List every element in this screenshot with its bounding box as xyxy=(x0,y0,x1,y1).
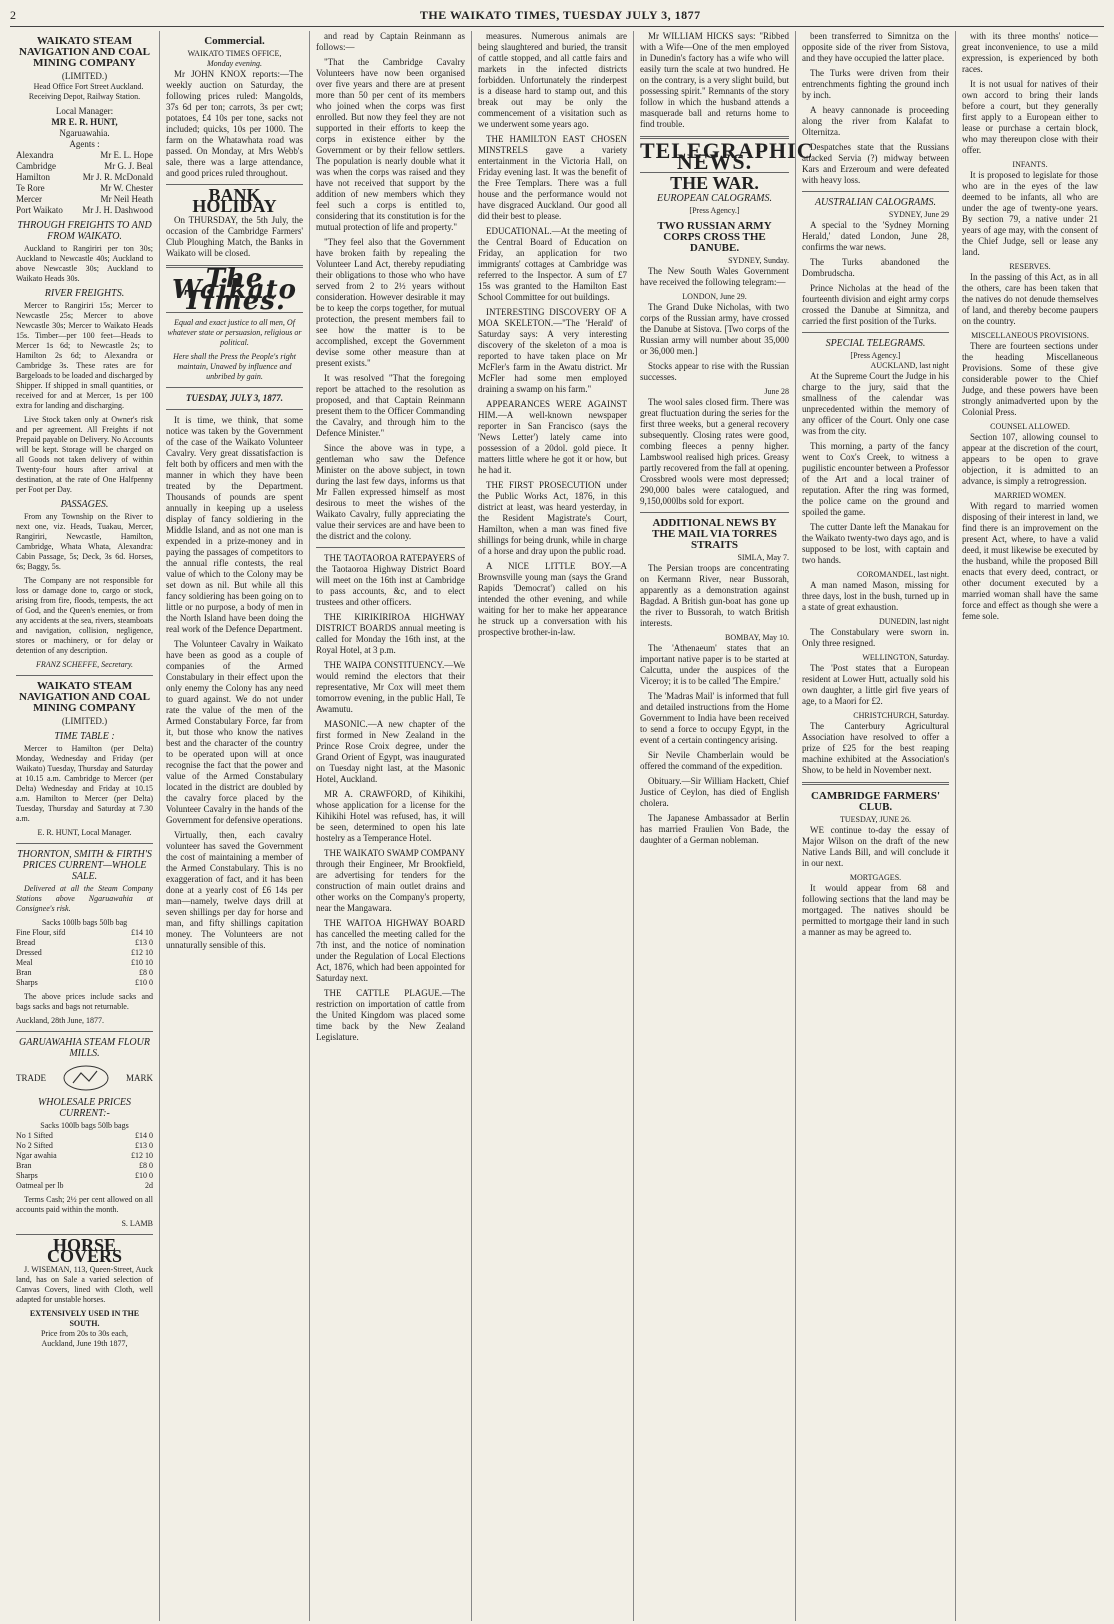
dateline-simla: SIMLA, May 7. xyxy=(737,553,789,562)
agents-list xyxy=(16,150,153,216)
australian-paragraph: A special to the 'Sydney Morning Herald,' dated London, June 28, confirms the war news. xyxy=(802,220,949,252)
horse-covers-extensive: EXTENSIVELY USED IN THE SOUTH. xyxy=(29,1309,140,1328)
prices-intro: Delivered at all the Steam Company Stations above Ngaruawahia at Consignee's risk. xyxy=(16,884,153,913)
agent-row: Cambridge Mr G. J. Beal xyxy=(16,161,153,171)
horse-covers-title: HORSE COVERS xyxy=(46,1235,122,1266)
australian-paragraph: The Turks abandoned the Dombrudscha. xyxy=(802,257,949,278)
news-item: THE TAOTAOROA RATEPAYERS of the Taotaoroa Highway District Board will meet on the 16th inst at Cambridge to pass accounts, &c, and to elect trustees and other officers. xyxy=(316,553,465,607)
essay-paragraph: Section 107, allowing counsel to appear at the discretion of the court, appears to be open to grave objection, it is admitted to an advance, is simply a retrogression. xyxy=(962,432,1098,486)
column-6 xyxy=(796,31,956,1621)
essay-subheading: MISCELLANEOUS PROVISIONS. xyxy=(971,331,1089,340)
wholesale-row: No 2 Sifted £13 0 xyxy=(16,1141,153,1150)
news-item: MR A. CRAWFORD, of Kihikihi, whose application for a license for the Kihikihi Hotel was refused, has, it will be seen, determined to open his late hostelry as a Temperance Hotel. xyxy=(316,789,465,843)
prices-list xyxy=(16,928,153,988)
letter-paragraph: "That the Cambridge Cavalry Volunteers have now been organised over five years and there are at present more than 50 per cent of its members who joined when the corps was first enrolled. But now they feel they are not supported in their efforts to keep the corps in existence either by the Government or by their fellow settlers. The population is nearly double what it was when the corps was raised and they have not received that support by the addition of new members which they feel such a corps is entitled to, considering that its constitution is for the mutual protection of life and property." xyxy=(316,57,465,232)
mills-title: GARUAWAHIA STEAM FLOUR MILLS. xyxy=(19,1037,150,1059)
news-item: A NICE LITTLE BOY.—A Brownsville young man (says the Grand Rapids 'Democrat') called on his intended the other evening, and while waiting for her to make her appearance he struck up a conversation with his prospective brother-in-law. xyxy=(478,561,627,637)
essay-subheading: RESERVES. xyxy=(1009,262,1051,271)
news-item: measures. Numerous animals are being slaughtered and buried, the transit of cattle stopped, and all cattle fairs and markets in the infected districts forbidden. Unfortunately the rinderpest is a disease hard to stamp out, and this break out may be only the commencement of a visitation such as we underwent some years ago. xyxy=(478,31,627,129)
news-item: EDUCATIONAL.—At the meeting of the Central Board of Education on Friday, an application for two immigrants' cottages at Cambridge was referred to the Inspector. A sum of £7 15s was granted to the Hamilton East School Committee for out buildings. xyxy=(478,226,627,302)
column-2 xyxy=(160,31,310,1621)
war-paragraph: The wool sales closed firm. There was great fluctuation during the series for the first three weeks, but a general recovery subsequently. Closing rates were good, combing fleeces a penny higher. Lambswool realised high prices. Greasy partly recovered from the fall at opening. Crossbred wools were most depressed; 290,000 bales were catalogued, and 9,150,000lbs sold for export. xyxy=(640,397,789,506)
dateline: DUNEDIN, last night xyxy=(879,617,949,626)
river-freights-body: Mercer to Rangiriri 15s; Mercer to Newcastle 25s; Mercer to above Newcastle 30s; Mercer to Waikato Heads 15s. Timber—per 100 feet—Heads to Mercer 1s 6d; to Newcastle 2s; to Hamilton 2s 6d; to Alexandra or Cambridge 3s. These rates are for Bargeloads to be loaded and discharged by Shipper. If shipped in small quantities, or received for and at Mercer, 1s per 100 extra for landing and discharging. xyxy=(16,301,153,410)
news-item: INTERESTING DISCOVERY OF A MOA SKELETON.—"The 'Herald' of Saturday says: A very interesting discovery of the skeleton of a moa is reported to have taken place on Mr McFler's farm in the Awatu district. Mr McFler had some men employed draining a swamp on his farm." xyxy=(478,307,627,394)
freights-body: Auckland to Rangiriri per ton 30s; Auckland to Newcastle 40s; Auckland to above Newcastle 30s; Auckland to Waikato Heads 30s. xyxy=(16,244,153,283)
essay-paragraph: It is proposed to legislate for those who are in the eyes of the law deemed to be infants, all who are under the age of twenty-one years. By section 79, a native under 21 years of age may, with the consent of the Chief Judge, sell or lease any land. xyxy=(962,170,1098,257)
commercial-body: Mr JOHN KNOX reports:—The weekly auction on Saturday, the following prices ruled: Mangolds, 37s 6d per ton; carrots, 3s per cwt; potatoes, £4 10s per tone, sacks not included; quicks, 10s per 1000. The farm on the Whatawhata road was passed. On Monday, at Mrs Webb's sale, there was a large attendance, and good prices ruled throughout. xyxy=(166,69,303,178)
passages-body: From any Township on the River to next one, viz. Heads, Tuakau, Mercer, Rangiriri, Newcastle, Hamilton, Cambridge, Whata Whata, Alexandra: Cabin Passage, 5s; Deck, 3s 6d. Horses, 6s; Baggy, 5s. xyxy=(16,512,153,571)
letter-paragraph: "They feel also that the Government have broken faith by repealing the Volunteer Land Act, thereby repudiating their obligations to those who who have served from 2 to 2½ years without consideration. However desirable it may be to keep the corps together, for mutual protection, the present members fail to see how the matter is to be accomplished, except the Government devise some other measure than at present exists." xyxy=(316,237,465,368)
war-paragraph: A heavy cannonade is proceeding along the river from Kalafat to Olternitza. xyxy=(802,105,949,137)
special-paragraph: At the Supreme Court the Judge in his charge to the jury, said that the smallness of the calendar was unprecedented within the memory of any officer of the Court. Only one case was from the city. xyxy=(802,371,949,436)
dateline: BOMBAY, May 10. xyxy=(724,633,789,642)
news-item: THE WAIPA CONSTITUENCY.—We would remind the electors that their representative, Mr Cox will meet them tomorrow evening, in the public Hall, Te Awamutu. xyxy=(316,660,465,714)
special-paragraph: The Canterbury Agricultural Association have resolved to offer a prize of £25 for the best reaping machine exhibited at the Association's Show, to be held in November next. xyxy=(802,721,949,775)
manager-label: Local Manager: xyxy=(55,106,114,116)
additional-paragraph: The 'Athenaeum' states that an important native paper is to be started at Calcutta, under the auspices of the Viceroy; it is to be called 'The Empire.' xyxy=(640,643,789,686)
news-item: THE CATTLE PLAGUE.—The restriction on importation of cattle from the United Kingdom was placed some time back by the New Zealand Legislature. xyxy=(316,988,465,1042)
special-paragraph: The 'Post states that a European resident at Lower Hutt, actually sold his own daughter, a little girl five years of age, to a Maori for £2. xyxy=(802,663,949,706)
cfc-date: TUESDAY, JUNE 26. xyxy=(839,815,912,824)
price-row: Bread £13 0 xyxy=(16,938,153,947)
war-title: THE WAR. xyxy=(670,173,759,193)
wholesale-list xyxy=(16,1131,153,1191)
cambridge-farmers-club-title: CAMBRIDGE FARMERS' CLUB. xyxy=(810,790,941,813)
letter-intro: and read by Captain Reinmann as follows:— xyxy=(316,31,465,52)
dateline: CHRISTCHURCH, Saturday. xyxy=(853,711,949,720)
secretary-signature: FRANZ SCHEFFE, Secretary. xyxy=(35,660,134,669)
column-3 xyxy=(310,31,472,1621)
dateline: WELLINGTON, Saturday. xyxy=(862,653,949,662)
price-row: Sharps £10 0 xyxy=(16,978,153,987)
agent-row: Mercer Mr Neil Heath xyxy=(16,194,153,204)
wholesale-row: Bran £8 0 xyxy=(16,1161,153,1170)
additional-news-title: ADDITIONAL NEWS BY THE MAIL VIA TORRES STRAITS xyxy=(651,517,778,551)
essay-subheading: INFANTS. xyxy=(1012,160,1048,169)
river-freights-title: RIVER FREIGHTS. xyxy=(44,288,125,299)
commercial-date: Monday evening. xyxy=(206,59,263,68)
company-2-name: WAIKATO STEAM NAVIGATION AND COAL MINING COMPANY xyxy=(18,680,150,714)
australian-paragraph: Prince Nicholas at the head of the fourteenth division and eight army corps crossed the Danube at Simnitza, and carried the first position of the Turks. xyxy=(802,283,949,326)
passages-title: PASSAGES. xyxy=(60,499,109,510)
wholesale-title: WHOLESALE PRICES CURRENT:- xyxy=(37,1097,132,1119)
war-paragraph: The Turks were driven from their entrenchments fighting the ground inch by inch. xyxy=(802,68,949,100)
cfc-subheading: MORTGAGES. xyxy=(849,873,902,882)
australian-calograms-title: AUSTRALIAN CALOGRAMS. xyxy=(814,197,937,208)
company-2-limited: (LIMITED.) xyxy=(61,716,108,726)
war-paragraph: The New South Wales Government have received the following telegram:— xyxy=(640,266,789,287)
commercial-office: WAIKATO TIMES OFFICE, xyxy=(187,49,282,58)
dateline-auckland: AUCKLAND, last night xyxy=(870,361,949,370)
wholesale-signature: S. LAMB xyxy=(121,1219,153,1228)
press-agency: [Press Agency.] xyxy=(850,351,901,360)
news-item: THE FIRST PROSECUTION under the Public Works Act, 1876, in this district at least, was heard yesterday, in the Resident Magistrate's Court, Hamilton, when a man was fined five shillings for being drunk, while in charge of a horse and dray upon the public road. xyxy=(478,480,627,556)
masthead xyxy=(10,8,1104,27)
additional-paragraph: The Persian troops are concentrating on Kermann River, near Bussorah, apparently as a demonstration against Bagdad. A British gun-boat has gone up the river to Bussorah, to watch British interests. xyxy=(640,563,789,628)
news-item: THE WAITOA HIGHWAY BOARD has cancelled the meeting called for the 7th inst, and the notice of nomination under the Regulation of Local Elections Act, 1876, which had been appointed for Saturday next. xyxy=(316,918,465,983)
company-1-name: WAIKATO STEAM NAVIGATION AND COAL MINING COMPANY xyxy=(18,35,150,69)
wholesale-row: No 1 Sifted £14 0 xyxy=(16,1131,153,1140)
bank-holiday-title: BANK HOLIDAY xyxy=(192,185,277,216)
editorial-paragraph: The Volunteer Cavalry in Waikato have been as good as a couple of companies of the Armed Constabulary in their effect upon the only enemy the Colony has any need to guard against. We do not under rate the value of the men of the Armed Constabulary Force, far from it, but those who know the natives best and the character of the country to be operated upon will at once recognise the fact that the power and value of the Armed Constabulary located in the district are doubled by the cavalry force placed by the Volunteer Cavalry in the hands of the Government for defensive operations. xyxy=(166,639,303,825)
wholesale-header: Sacks 100lb bags 50lb bags xyxy=(40,1121,129,1130)
news-item: THE KIRIKIRIROA HIGHWAY DISTRICT BOARDS annual meeting is called for Monday the 16th inst, at the Royal Hotel, at 3 p.m. xyxy=(316,612,465,655)
motto: Equal and exact justice to all men, Of whatever state or persuasion, religious or political. xyxy=(167,318,302,347)
column-5 xyxy=(634,31,814,1621)
horse-covers-date: Auckland, June 19th 1877, xyxy=(41,1339,128,1348)
bank-holiday-body: On THURSDAY, the 5th July, the occasion of the Cambridge Farmers' Club Ploughing Match, the Banks in Waikato will be closed. xyxy=(166,215,303,258)
wholesale-row: Sharps £10 0 xyxy=(16,1171,153,1180)
wholesale-row: Oatmeal per lb 2d xyxy=(16,1181,153,1190)
letter-paragraph: It was resolved "That the foregoing report be attached to the resolution as proposed, and that Captain Reinmann present them to the Officer Commanding the Cavalry, and through him to the Defence Minister." xyxy=(316,373,465,438)
news-item: Mr WILLIAM HICKS says: "Ribbed with a Wife—One of the men employed in Dunedin's factory has a wife who will easily turn the scale at two hundred. He on the contrary, is a very slight build, but possessing spirit." Remnants of the story follow in which the husband attends a masquerade ball and returns home to find trouble. xyxy=(640,31,789,129)
special-paragraph: This morning, a party of the fancy went to Cox's Creek, to witness a pugilistic encounter between a Professor of the Art and a local trainer of reputation. After the ring was formed, the police came on the ground and spoiled the game. xyxy=(802,441,949,517)
additional-paragraph: Sir Nevile Chamberlain would be offered the command of the expedition. xyxy=(640,750,789,771)
news-item: THE WAIKATO SWAMP COMPANY through their Engineer, Mr Brookfield, are advertising for tenders for the construction of main outlet drains and other works on the Company's property, near the Mangawara. xyxy=(316,848,465,913)
editorial-paragraph: It is time, we think, that some notice was taken by the Government of the case of the Waikato Volunteer Cavalry. Very great dissatisfaction is felt both by officers and men with the manner in which they have been treated by the Department. Thousands of pounds are spent annually in keeping up a useless display of fancy soldiering in the Middle Island, and as not one man is expended in a prize-money and in paying the passages of competitors to the annual rifle contests, the real value of which to the Colony may be set down as nil. But while all this fancy soldiering has been going on to little or no purpose, a body of men in the North Island have been doing the real work of the Defence Department. xyxy=(166,415,303,634)
agent-row: Te Rore Mr W. Chester xyxy=(16,183,153,193)
liability-notice: The Company are not responsible for loss or damage done to, cargo or stock, arising from fire, floods, tempests, the act of God, and the Queen's enemies, or from any accidents at the sea, rivers, steamboats and navigation, collision, negligence, stores or machinery, or for delay or detention of any description. xyxy=(16,576,153,655)
trade-mark xyxy=(16,1063,153,1093)
war-paragraph: Despatches state that the Russians attacked Servia (?) midway between Kars and Erzeroum and were defeated with heavy loss. xyxy=(802,142,949,185)
additional-paragraph: Obituary.—Sir William Hackett, Chief Justice of Ceylon, has died of English cholera. xyxy=(640,776,789,808)
manager-place: Ngaruawahia. xyxy=(59,128,110,138)
essay-paragraph: With regard to married women disposing of their interest in land, we find there is an improvement on the present Act, where, to have a valid deed, it must likewise be executed by the husband, while the proposed Bill enacts that every deed, contract, or other document executed by a married woman shall have the same force and effect as though she were a feme sole. xyxy=(962,501,1098,621)
dateline: June 28 xyxy=(764,387,789,396)
news-item: MASONIC.—A new chapter of the first formed in New Zealand in the Prince Rose Croix degree, under the Grand Orient of Egypt, was inaugurated on Tuesday night last, at the Masonic Hotel, Auckland. xyxy=(316,719,465,784)
news-item: APPEARANCES WERE AGAINST HIM.—A well-known newspaper reporter in San Francisco (says the 'News Letter') lately came into possession of a 20dol. gold piece. It matters little where he got it or how, but he had it. xyxy=(478,399,627,475)
timetable-title: TIME TABLE : xyxy=(54,731,115,742)
agent-row: Port Waikato Mr J. H. Dashwood xyxy=(16,205,153,215)
essay-paragraph: In the passing of this Act, as in all the others, care has been taken that the natives do not denude themselves of land, and thereby become paupers on the country. xyxy=(962,272,1098,326)
war-headline: TWO RUSSIAN ARMY CORPS CROSS THE DANUBE. xyxy=(657,220,772,254)
trade-mark-icon xyxy=(61,1063,111,1093)
masthead-title: THE WAIKATO TIMES, TUESDAY JULY 3, 1877 xyxy=(419,8,701,22)
wholesale-row: Ngar awahia £12 10 xyxy=(16,1151,153,1160)
timetable-body: Mercer to Hamilton (per Delta) Monday, Wednesday and Friday (per Waikato) Tuesday, Thursday and Saturday at 10.15 a.m. Cambridge to Mercer (per Delta) Wednesday and Friday at 10.15 a.m. Hamilton to Mercer (per Delta) Tuesday, Thursday and Saturday at 7.30 a.m. xyxy=(16,744,153,823)
motto-2: Here shall the Press the People's right maintain, Unawed by influence and unbribed by gain. xyxy=(173,352,296,381)
company-1-limited: (LIMITED.) xyxy=(61,71,108,81)
paper-title: The Waikato Times. xyxy=(172,264,297,316)
manager-name: MR E. R. HUNT, xyxy=(51,117,118,127)
mark-label: MARK xyxy=(125,1072,153,1083)
dateline: COROMANDEL, last night. xyxy=(857,570,949,579)
war-paragraph: The Grand Duke Nicholas, with two corps of the Russian army, have crossed the Danube at Sistova. [Two corps of the Russian army will number about 35,000 or 36,000 men.] xyxy=(640,302,789,356)
page-number-left: 2 xyxy=(10,8,17,22)
special-paragraph: A man named Mason, missing for three days, lost in the bush, turned up in a state of great exhaustion. xyxy=(802,580,949,612)
press-agency: [Press Agency.] xyxy=(689,206,740,215)
telegraphic-news-title: TELEGRAPHIC NEWS. xyxy=(640,138,814,174)
conditions: Live Stock taken only at Owner's risk and per agreement. All Freights if not Prepaid payable on Delivery. No Accounts will be kept. Storage will be charged on all Goods not taken delivery of within Twenty-four hours after arrival at destination, at the rate of One Halfpenny per Foot per Day. xyxy=(16,415,153,494)
trade-label: TRADE xyxy=(16,1072,46,1083)
cfc-paragraph: It would appear from 68 and following sections that the land may be mortgaged. The natives should be permitted to mortgage their land in such a manner as may be agreed to. xyxy=(802,883,949,937)
price-row: Fine Flour, sifd £14 10 xyxy=(16,928,153,937)
dateline-sydney: SYDNEY, June 29 xyxy=(888,210,949,219)
horse-covers-price: Price from 20s to 30s each, xyxy=(40,1329,129,1338)
column-4 xyxy=(472,31,634,1621)
additional-paragraph: The Japanese Ambassador at Berlin has married Fraulien Von Bade, the daughter of a German nobleman. xyxy=(640,813,789,845)
freights-title: THROUGH FREIGHTS TO AND FROM WAIKATO. xyxy=(17,220,152,242)
agent-row: Alexandra Mr E. L. Hope xyxy=(16,150,153,160)
editorial-paragraph: Virtually, then, each cavalry volunteer has saved the Government the cost of maintaining a member of the Armed Constabulary. This is no exaggeration of fact, and it has been done at a yearly cost of £6 14s per man—namely, twelve days drill at seven shillings per day for horse and man, and fifty shillings capitation money. The Volunteers are not unnaturally sensible of this. xyxy=(166,830,303,950)
column-1 xyxy=(10,31,160,1621)
news-item: THE HAMILTON EAST CHOSEN MINSTRELS gave a variety entertainment in the Victoria Hall, on Friday evening last. It was the benefit of the Free Templars. There was a full house and the performance would not have disgraced Auckland. Our good all did their best to please. xyxy=(478,134,627,221)
editorial-date: TUESDAY, JULY 3, 1877. xyxy=(185,393,283,403)
prices-header: Sacks 100lb bags 50lb bag xyxy=(41,918,128,927)
special-paragraph: The cutter Dante left the Manakau for the Waikato twenty-two days ago, and is supposed to be lost, with captain and two hands. xyxy=(802,522,949,565)
column-7 xyxy=(956,31,1104,1621)
price-row: Bran £8 0 xyxy=(16,968,153,977)
horse-covers-body: J. WISEMAN, 113, Queen-Street, Auck land, has on Sale a varied selection of Canvas Covers, lined with Cloth, well adapted for unstable horses. xyxy=(16,1265,153,1304)
dateline: LONDON, June 29. xyxy=(682,292,747,301)
war-paragraph: Stocks appear to rise with the Russian successes. xyxy=(640,361,789,382)
essay-subheading: COUNSEL ALLOWED. xyxy=(990,422,1070,431)
letter-paragraph: Since the above was in type, a gentleman who saw the Defence Minister on the above subject, in town during the last few days, informs us that Mr Fallen expressed himself as most desirous to meet the wishes of the Waikato Cavalry, fully appreciating the value their services are and have been to the district and the colony. xyxy=(316,443,465,541)
dateline-sydney: SYDNEY, Sunday. xyxy=(728,256,789,265)
prices-title: THORNTON, SMITH & FIRTH'S PRICES CURRENT—WHOLE SALE. xyxy=(17,849,152,882)
wholesale-terms: Terms Cash; 2½ per cent allowed on all accounts paid within the month. xyxy=(16,1195,153,1214)
price-row: Meal £10 10 xyxy=(16,958,153,967)
price-row: Dressed £12 10 xyxy=(16,948,153,957)
timetable-signature: E. R. HUNT, Local Manager. xyxy=(37,828,132,837)
agent-row: Hamilton Mr J. R. McDonald xyxy=(16,172,153,182)
columns xyxy=(10,31,1104,1621)
essay-paragraph: There are fourteen sections under the heading Miscellaneous Provisions. Some of these give considerable power to the Chief Judge, and these powers have been strongly animadverted upon by the Colonial Press. xyxy=(962,341,1098,417)
prices-date: Auckland, 28th June, 1877. xyxy=(16,1016,104,1025)
war-paragraph: been transferred to Simnitza on the opposite side of the river from Sistova, and they have occupied the latter place. xyxy=(802,31,949,63)
essay-subheading: MARRIED WOMEN. xyxy=(994,491,1066,500)
essay-paragraph: It is not usual for natives of their own accord to bring their lands before a court, but they generally first apply to a European either to lease or purchase a certain block, who may thereupon close with their offer. xyxy=(962,79,1098,155)
prices-note: The above prices include sacks and bags sacks and bags not returnable. xyxy=(16,992,153,1011)
special-telegrams-title: SPECIAL TELEGRAMS. xyxy=(825,338,926,349)
cfc-paragraph: WE continue to-day the essay of Major Wilson on the draft of the new Native Lands Bill, and will conclude it in our next. xyxy=(802,825,949,868)
essay-paragraph: with its three months' notice—great inconvenience, to use a mild expression, is experienced by both races. xyxy=(962,31,1098,74)
company-1-office: Head Office Fort Street Auckland. Receiving Depot, Railway Station. xyxy=(28,82,144,101)
additional-paragraph: The 'Madras Mail' is informed that full and detailed instructions from the Home Government to India have been received to send a force to occupy Egypt, in the event of a certain contingency arising. xyxy=(640,691,789,745)
commercial-title: Commercial. xyxy=(204,35,265,47)
special-paragraph: The Constabulary were sworn in. Only three resigned. xyxy=(802,627,949,648)
war-subtitle: EUROPEAN CALOGRAMS. xyxy=(657,193,772,204)
agents-label: Agents : xyxy=(69,139,100,149)
